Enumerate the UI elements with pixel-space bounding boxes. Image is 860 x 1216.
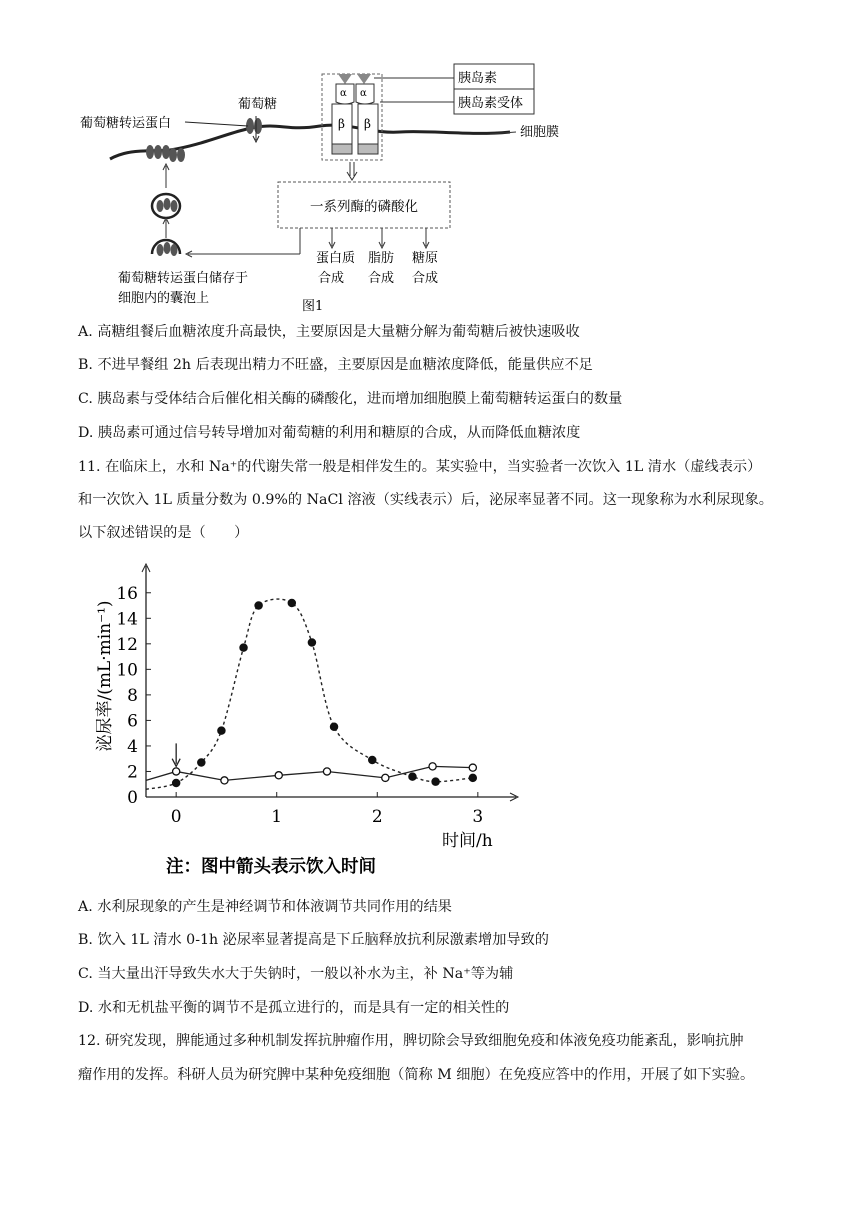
figure-1-diagram — [70, 56, 590, 318]
series-1-point — [469, 764, 476, 771]
chart-x-tick-label: 2 — [371, 807, 383, 827]
q10-option-a: A. 高糖组餐后血糖浓度升高最快，主要原因是大量糖分解为葡萄糖后被快速吸收 — [78, 324, 580, 340]
series-0-point — [288, 599, 295, 606]
chart-x-axis-label: 时间/h — [442, 831, 493, 851]
chart-y-tick-label: 8 — [127, 685, 138, 706]
chart-y-tick-label: 12 — [116, 634, 138, 655]
series-1-point — [429, 763, 436, 770]
figure-1-caption: 图1 — [302, 299, 324, 314]
chart-y-tick-label: 4 — [127, 736, 138, 757]
insulin-icon — [338, 74, 352, 84]
q10-option-c: C. 胰岛素与受体结合后催化相关酶的磷酸化，进而增加细胞膜上葡萄糖转运蛋白的数量 — [78, 391, 623, 407]
chart-y-tick-label: 10 — [116, 660, 138, 681]
q11-stem-line-2: 和一次饮入 1L 质量分数为 0.9%的 NaCl 溶液（实线表示）后，泌尿率显著不同。这一现象称为水利尿现象。 — [78, 492, 773, 508]
series-0-point — [255, 602, 262, 609]
chart-x-tick-label: 3 — [472, 807, 484, 827]
phosphorylation-label: 一系列酶的磷酸化 — [310, 199, 418, 215]
q11-option-b: B. 饮入 1L 清水 0-1h 泌尿率显著提高是下丘脑释放抗利尿激素增加导致的 — [78, 932, 549, 948]
fat-synthesis-label-2: 合成 — [368, 271, 395, 286]
glucose-label: 葡萄糖 — [238, 97, 278, 112]
svg-text:α: α — [360, 88, 367, 99]
series-0-point — [240, 644, 247, 651]
series-1-point — [275, 772, 282, 779]
chart-y-tick-label: 16 — [116, 583, 138, 604]
series-1-point — [382, 774, 389, 781]
series-0-point — [409, 773, 416, 780]
chart-note: 注：图中箭头表示饮入时间 — [166, 857, 376, 877]
series-0-point — [369, 756, 376, 763]
series-0-point — [218, 727, 225, 734]
vesicle-label-1: 葡萄糖转运蛋白储存于 — [118, 271, 249, 286]
protein-synthesis-label-1: 蛋白质 — [316, 251, 356, 266]
series-0-point — [469, 774, 476, 781]
protein-synthesis-label-2: 合成 — [318, 271, 345, 286]
series-0-point — [308, 639, 315, 646]
svg-text:α: α — [340, 88, 347, 99]
q10-option-d: D. 胰岛素可通过信号转导增加对葡萄糖的利用和糖原的合成，从而降低血糖浓度 — [78, 425, 581, 441]
series-0-point — [330, 723, 337, 730]
q10-option-b: B. 不进早餐组 2h 后表现出精力不旺盛，主要原因是血糖浓度降低，能量供应不足 — [78, 357, 593, 373]
glut-label: 葡萄糖转运蛋白 — [80, 116, 172, 131]
glycogen-synthesis-label-2: 合成 — [412, 271, 439, 286]
series-0-point — [198, 759, 205, 766]
q11-option-a: A. 水利尿现象的产生是神经调节和体液调节共同作用的结果 — [78, 899, 452, 915]
q11-stem-line-3: 以下叙述错误的是（ ） — [78, 525, 249, 541]
q12-line-1: 12. 研究发现，脾能通过多种机制发挥抗肿瘤作用，脾切除会导致细胞免疫和体液免疫功能紊乱，影响抗肿 — [78, 1033, 744, 1049]
series-0-point — [173, 779, 180, 786]
vesicle-label-2: 细胞内的囊泡上 — [118, 291, 210, 306]
vesicle-icons — [152, 164, 180, 256]
chart-y-tick-label: 2 — [127, 762, 138, 783]
series-1-point — [221, 777, 228, 784]
chart-y-axis-label: 泌尿率/(mL·min⁻¹) — [95, 600, 115, 752]
series-0-point — [432, 778, 439, 785]
diuresis-chart — [88, 560, 528, 880]
fat-synthesis-label-1: 脂肪 — [368, 251, 395, 266]
chart-y-tick-label: 14 — [116, 609, 138, 630]
insulin-label: 胰岛素 — [458, 71, 498, 86]
series-1-point — [323, 768, 330, 775]
glycogen-synthesis-label-1: 糖原 — [412, 251, 439, 266]
chart-y-tick-label: 6 — [127, 711, 138, 732]
series-1-point — [173, 768, 180, 775]
chart-y-tick-label: 0 — [127, 788, 138, 808]
q11-option-c: C. 当大量出汗导致失水大于失钠时，一般以补水为主，补 Na⁺等为辅 — [78, 966, 514, 982]
receptor-label: 胰岛素受体 — [458, 96, 524, 111]
svg-text:β: β — [338, 117, 345, 131]
q11-stem-line-1: 11. 在临床上，水和 Na⁺的代谢失常一般是相伴发生的。某实验中，当实验者一次饮入 1L 清水（虚线表示） — [78, 459, 762, 475]
chart-x-tick-label: 1 — [271, 807, 283, 827]
q12-line-2: 瘤作用的发挥。科研人员为研究脾中某种免疫细胞（简称 M 细胞）在免疫应答中的作用，开展了如下实验。 — [78, 1067, 755, 1083]
series-0-line — [146, 599, 473, 789]
membrane-label: 细胞膜 — [520, 125, 560, 140]
svg-text:β: β — [364, 117, 371, 131]
q11-option-d: D. 水和无机盐平衡的调节不是孤立进行的，而是具有一定的相关性的 — [78, 1000, 510, 1016]
chart-x-tick-label: 0 — [170, 807, 182, 827]
